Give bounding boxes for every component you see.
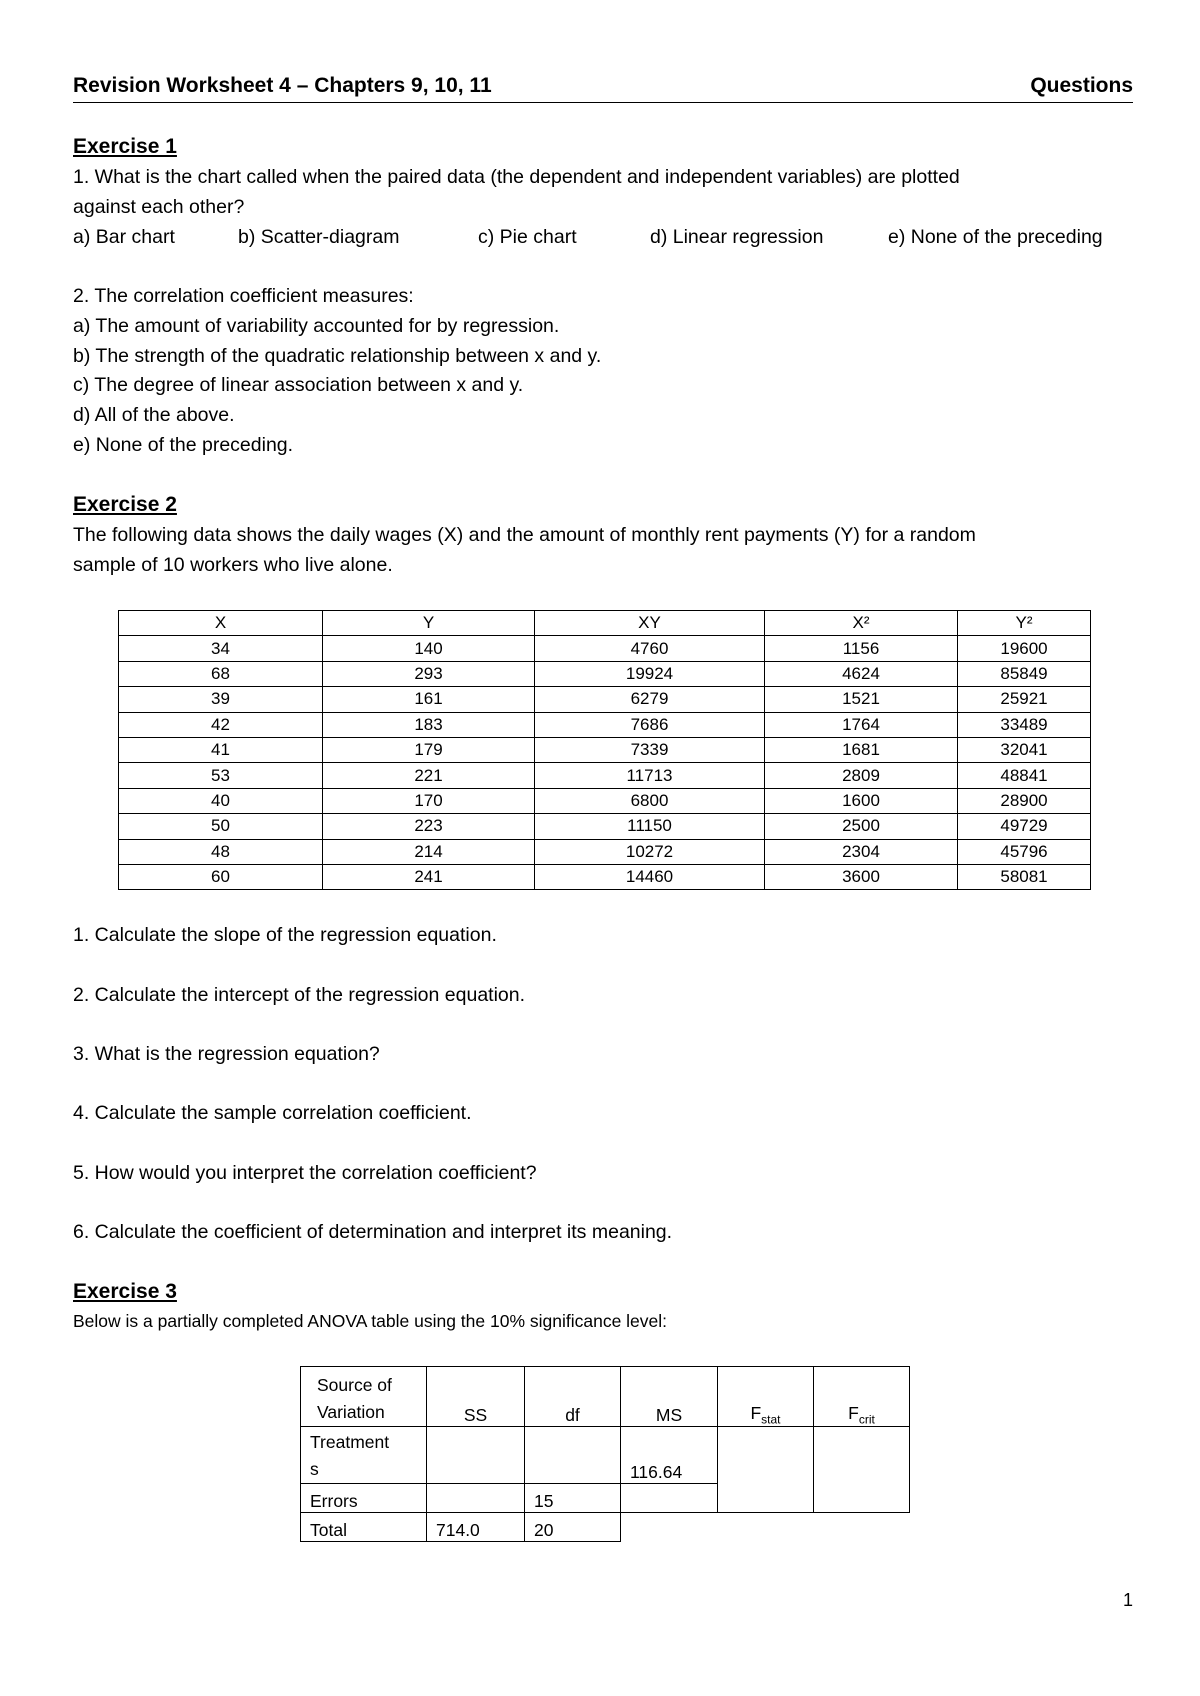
- table-cell: 48841: [958, 763, 1091, 788]
- column-header: X: [119, 611, 323, 636]
- fcrit-cell: [814, 1427, 910, 1513]
- table-cell: 42: [119, 712, 323, 737]
- exercise-3-title: Exercise 3: [73, 1280, 177, 1303]
- ex1-q2-option-d: d) All of the above.: [73, 404, 235, 426]
- option-c: c) Pie chart: [478, 226, 577, 248]
- table-row: [119, 661, 1091, 686]
- total-ss: 714.0: [427, 1513, 525, 1542]
- source-header-line2: Variation: [317, 1402, 385, 1422]
- table-cell: 32041: [958, 737, 1091, 762]
- table-cell: 3600: [765, 864, 958, 889]
- errors-ms: [621, 1484, 718, 1513]
- table-cell: 6800: [535, 788, 765, 813]
- table-cell: 50: [119, 814, 323, 839]
- table-cell: 2304: [765, 839, 958, 864]
- fcrit-subscript: crit: [858, 1412, 875, 1426]
- ex1-q1-options: [73, 222, 1143, 252]
- page-number: 1: [1123, 1590, 1134, 1610]
- table-cell: 34: [119, 636, 323, 661]
- anova-table: [300, 1366, 910, 1542]
- table-cell: 60: [119, 864, 323, 889]
- wages-rent-table: [118, 610, 1091, 890]
- column-header: X²: [765, 611, 958, 636]
- table-cell: 140: [323, 636, 535, 661]
- errors-df: 15: [525, 1484, 621, 1513]
- table-cell: 170: [323, 788, 535, 813]
- table-cell: 2809: [765, 763, 958, 788]
- ex2-question-5: 5. How would you interpret the correlation coefficient?: [73, 1162, 537, 1184]
- treatments-df: [525, 1427, 621, 1484]
- table-cell: 58081: [958, 864, 1091, 889]
- ex1-q1-line1: 1. What is the chart called when the paired data (the dependent and independent variables) are plotted: [73, 166, 960, 188]
- table-cell: 28900: [958, 788, 1091, 813]
- source-header: [301, 1367, 427, 1427]
- source-header-line1: Source of: [317, 1375, 392, 1395]
- table-cell: 241: [323, 864, 535, 889]
- ms-header: MS: [621, 1367, 718, 1427]
- table-header-row: [119, 611, 1091, 636]
- table-cell: 14460: [535, 864, 765, 889]
- table-cell: 45796: [958, 839, 1091, 864]
- table-cell: 7686: [535, 712, 765, 737]
- table-cell: 11713: [535, 763, 765, 788]
- table-row: [119, 712, 1091, 737]
- empty-cell: [718, 1513, 814, 1542]
- table-cell: 2500: [765, 814, 958, 839]
- table-cell: 161: [323, 687, 535, 712]
- fstat-letter: F: [750, 1402, 762, 1423]
- table-cell: 1156: [765, 636, 958, 661]
- table-cell: 179: [323, 737, 535, 762]
- treatments-ms: 116.64: [621, 1427, 718, 1484]
- table-cell: 4760: [535, 636, 765, 661]
- empty-cell: [814, 1513, 910, 1542]
- table-row: [119, 737, 1091, 762]
- ex2-question-3: 3. What is the regression equation?: [73, 1043, 380, 1065]
- ex1-q2-option-e: e) None of the preceding.: [73, 434, 294, 456]
- total-ms: [621, 1513, 718, 1542]
- ex1-q2-stem: 2. The correlation coefficient measures:: [73, 285, 414, 307]
- table-cell: 39: [119, 687, 323, 712]
- treatments-label: [301, 1427, 427, 1484]
- table-cell: 41: [119, 737, 323, 762]
- ex1-q2-option-b: b) The strength of the quadratic relationship between x and y.: [73, 345, 602, 367]
- table-cell: 19924: [535, 661, 765, 686]
- ex2-question-4: 4. Calculate the sample correlation coefficient.: [73, 1102, 472, 1124]
- table-cell: 49729: [958, 814, 1091, 839]
- worksheet-title: Revision Worksheet 4 – Chapters 9, 10, 11: [73, 74, 492, 97]
- table-cell: 183: [323, 712, 535, 737]
- ss-header: SS: [427, 1367, 525, 1427]
- errors-label: Errors: [301, 1484, 427, 1513]
- page-header: [73, 74, 1133, 103]
- exercise-2-title: Exercise 2: [73, 493, 177, 516]
- table-row: [119, 636, 1091, 661]
- anova-header-row: [301, 1367, 910, 1427]
- table-cell: 223: [323, 814, 535, 839]
- table-cell: 48: [119, 839, 323, 864]
- ex3-intro: Below is a partially completed ANOVA table using the 10% significance level:: [73, 1311, 668, 1331]
- ex2-question-1: 1. Calculate the slope of the regression equation.: [73, 924, 497, 946]
- total-df: 20: [525, 1513, 621, 1542]
- option-a: a) Bar chart: [73, 226, 175, 248]
- table-row: [119, 814, 1091, 839]
- option-b: b) Scatter-diagram: [238, 226, 400, 248]
- table-cell: 40: [119, 788, 323, 813]
- ex1-q2-option-a: a) The amount of variability accounted for by regression.: [73, 315, 560, 337]
- table-cell: 10272: [535, 839, 765, 864]
- treatments-label-line1: Treatment: [310, 1432, 390, 1452]
- total-label: Total: [301, 1513, 427, 1542]
- table-cell: 6279: [535, 687, 765, 712]
- fcrit-header: [814, 1367, 910, 1427]
- table-cell: 4624: [765, 661, 958, 686]
- treatments-label-line2: s: [310, 1459, 319, 1479]
- table-cell: 214: [323, 839, 535, 864]
- ex1-q1-line2: against each other?: [73, 196, 245, 218]
- df-header: df: [525, 1367, 621, 1427]
- anova-total-row: [301, 1513, 910, 1542]
- table-row: [119, 788, 1091, 813]
- table-row: [119, 763, 1091, 788]
- table-cell: 293: [323, 661, 535, 686]
- fcrit-letter: F: [848, 1402, 859, 1423]
- column-header: Y²: [958, 611, 1091, 636]
- table-cell: 68: [119, 661, 323, 686]
- ex2-intro-line1: The following data shows the daily wages (X) and the amount of monthly rent payments (Y) for a random: [73, 524, 976, 546]
- table-cell: 25921: [958, 687, 1091, 712]
- fstat-subscript: stat: [761, 1412, 781, 1426]
- table-cell: 85849: [958, 661, 1091, 686]
- fstat-header: [718, 1367, 814, 1427]
- column-header: XY: [535, 611, 765, 636]
- table-cell: 1600: [765, 788, 958, 813]
- table-cell: 33489: [958, 712, 1091, 737]
- column-header: Y: [323, 611, 535, 636]
- table-cell: 221: [323, 763, 535, 788]
- table-cell: 7339: [535, 737, 765, 762]
- errors-ss: [427, 1484, 525, 1513]
- ex2-question-2: 2. Calculate the intercept of the regression equation.: [73, 984, 526, 1006]
- table-cell: 11150: [535, 814, 765, 839]
- header-label: Questions: [1030, 74, 1133, 97]
- table-row: [119, 687, 1091, 712]
- table-cell: 1681: [765, 737, 958, 762]
- table-cell: 53: [119, 763, 323, 788]
- ex2-intro-line2: sample of 10 workers who live alone.: [73, 554, 393, 576]
- option-e: e) None of the preceding: [888, 226, 1103, 248]
- table-cell: 1764: [765, 712, 958, 737]
- table-cell: 1521: [765, 687, 958, 712]
- fstat-cell: [718, 1427, 814, 1513]
- anova-treatments-row: [301, 1427, 910, 1484]
- table-row: [119, 864, 1091, 889]
- exercise-1-title: Exercise 1: [73, 135, 177, 158]
- option-d: d) Linear regression: [650, 226, 824, 248]
- table-cell: 19600: [958, 636, 1091, 661]
- table-row: [119, 839, 1091, 864]
- treatments-ss: [427, 1427, 525, 1484]
- ex1-q2-option-c: c) The degree of linear association between x and y.: [73, 374, 524, 396]
- ex2-question-6: 6. Calculate the coefficient of determination and interpret its meaning.: [73, 1221, 673, 1243]
